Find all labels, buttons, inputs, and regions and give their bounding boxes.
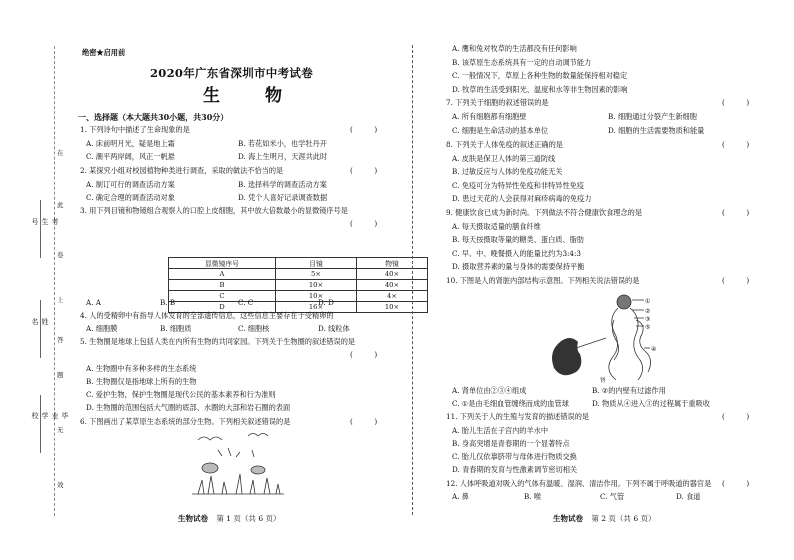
table-cell: 10×	[357, 302, 428, 313]
answer-paren: ( )	[722, 140, 750, 149]
option: A. 胎儿生活在子宫内的羊水中	[452, 426, 549, 435]
arrow-lines	[218, 448, 254, 457]
school-line	[40, 395, 41, 453]
option: B. 该草原生态系统具有一定的自动调节能力	[452, 58, 592, 67]
option: B. 过敏反应与人体的免疫功能无关	[452, 167, 563, 176]
answer-paren: ( )	[722, 276, 750, 285]
question-stem: 7. 下列关于细胞的叙述错误的是	[446, 98, 549, 107]
answer-paren: ( )	[722, 98, 750, 107]
footer-subject: 生物试卷	[553, 514, 583, 523]
table-cell: 10×	[276, 280, 357, 291]
question-stem: 9. 健康饮食已成为新时尚。下列做法不符合健康饮食理念的是	[446, 208, 643, 217]
option: B. 身高突增是青春期的一个显著特点	[452, 439, 570, 448]
kidney-caption: 肾	[600, 378, 606, 384]
table-row	[169, 280, 428, 291]
glomerulus-figure	[617, 295, 631, 309]
mouse-figure	[251, 466, 265, 474]
grassland-ecosystem-figure	[188, 428, 288, 500]
option: D. D	[318, 298, 334, 307]
binding-char: 题	[57, 371, 64, 379]
kidney-diagram	[540, 290, 670, 385]
question-stem: 6. 下图画出了某草原生态系统的部分生物。下列相关叙述错误的是	[80, 417, 291, 426]
question-stem: 2. 某探究小组对校园植物种类进行调查，采取的做法不恰当的是	[80, 166, 284, 175]
pointer-line	[576, 338, 606, 348]
microscope-table	[168, 257, 428, 313]
table-cell: 4×	[357, 291, 428, 302]
option: B. 细胞通过分裂产生新细胞	[608, 112, 697, 121]
name-label: 姓名	[31, 318, 49, 325]
option: D. 青春期的发育与性激素调节密切相关	[452, 465, 578, 474]
binding-line	[54, 46, 55, 516]
option: B. 细胞质	[160, 324, 192, 333]
option: D. 物质从④进入③的过程属于重吸收	[592, 399, 710, 408]
option: A. 制订可行的调查活动方案	[86, 180, 175, 189]
option: A. 细胞膜	[86, 324, 118, 333]
bird-figure	[248, 434, 268, 437]
option: A. 肾单位由②③④组成	[452, 386, 527, 395]
binding-char: 卷	[57, 251, 64, 259]
table-cell: B	[169, 280, 276, 291]
binding-char: 此	[57, 201, 64, 209]
binding-char: 效	[57, 481, 64, 489]
eagle-figure	[198, 437, 222, 440]
exam-no-line	[40, 200, 41, 258]
option: A. 每天摄取适量的膳食纤维	[452, 222, 541, 231]
option: C. 胎儿仅依靠脐带与母体进行物质交换	[452, 452, 577, 461]
subject-title: 生 物	[203, 86, 296, 106]
option: B. ②的内壁有过滤作用	[592, 386, 666, 395]
table-header-cell: 显微镜序号	[169, 258, 276, 269]
answer-paren: ( )	[350, 219, 378, 228]
section-heading: 一、选择题（本大题共30小题，共30分）	[78, 112, 229, 122]
rabbit-figure	[202, 463, 218, 473]
confidential-mark: 绝密★启用前	[82, 48, 126, 57]
option: D. 生物圈的范围包括大气圈的底部、水圈的大部和岩石圈的表面	[86, 403, 291, 412]
footer-page: 第 2 页（共 6 页）	[591, 514, 656, 523]
option: D. 细胞的生活需要物质和能量	[608, 126, 705, 135]
table-row	[169, 269, 428, 280]
name-line	[40, 300, 41, 358]
question-stem: 4. 人的受精卵中有指导人体发育的全部遗传信息，这些信息主要存在于受精卵的	[80, 311, 334, 320]
option: C. 细胞核	[238, 324, 270, 333]
question-stem: 3. 用下列目镜和物镜组合观察人的口腔上皮细胞，其中放大倍数最小的显微镜序号是	[80, 206, 348, 215]
option: C. 免疫可分为特异性免疫和非特异性免疫	[452, 181, 585, 190]
option: C. 早、中、晚餐摄入的能量比约为3:4:3	[452, 249, 582, 258]
table-cell: 40×	[357, 280, 428, 291]
option: C. 潮平两岸阔，风正一帆悬	[86, 152, 175, 161]
option: C. ①是由毛细血管缠绕而成的血管球	[452, 399, 569, 408]
table-cell: A	[169, 269, 276, 280]
option: B. 喉	[524, 492, 542, 501]
option: C. 气管	[600, 492, 625, 501]
option: D. 患过天花的人会获得对麻疹病毒的免疫力	[452, 194, 592, 203]
option: D. 牧草的生活受到阳光、温度和水等非生物因素的影响	[452, 85, 628, 94]
label-5: ⑤	[645, 324, 651, 331]
option: B. 若花如米小，也学牡丹开	[238, 139, 327, 148]
option: C. 爱护生物，保护生物圈是现代公民的基本素养和行为准则	[86, 390, 276, 399]
binding-char: 答	[57, 336, 64, 344]
option: A. 所有细胞都有细胞壁	[452, 112, 527, 121]
school-label: 毕业学校	[31, 412, 69, 419]
table-cell: 10×	[276, 291, 357, 302]
option: A. 鹰和兔对牧草的生活都没有任何影响	[452, 44, 577, 53]
table-cell: D	[169, 302, 276, 313]
table-cell: 5×	[276, 269, 357, 280]
option: B. B	[160, 298, 176, 307]
label-4: ④	[651, 346, 657, 353]
capillary-figure	[612, 320, 618, 360]
option: D. 摄取营养素的量与身体的需要保持平衡	[452, 262, 585, 271]
option: D. 海上生明月，天涯共此时	[238, 152, 328, 161]
answer-paren: ( )	[350, 417, 378, 426]
kidney-shape	[552, 338, 581, 375]
answer-paren: ( )	[722, 208, 750, 217]
option: A. 鼻	[452, 492, 469, 501]
table-header-cell: 物镜	[357, 258, 428, 269]
option: C. C	[238, 298, 254, 307]
page-divider	[412, 45, 413, 515]
option: A. 生物圈中有多种多样的生态系统	[86, 364, 197, 373]
exam-no-label: 考生号	[31, 218, 59, 225]
label-1: ①	[645, 298, 651, 305]
option: B. 每天按摄取等量的糖类、蛋白质、脂肪	[452, 235, 585, 244]
label-2: ②	[645, 308, 651, 315]
question-stem: 5. 生物圈是地球上包括人类在内所有生物的共同家园。下列关于生物圈的叙述错误的是	[80, 337, 356, 346]
table-cell: 40×	[357, 269, 428, 280]
table-header-row	[169, 258, 428, 269]
option: B. 生物圈仅是指地球上所有的生物	[86, 377, 197, 386]
tubule-figure	[630, 308, 643, 380]
tubule-figure	[609, 308, 618, 380]
footer-right	[553, 513, 655, 524]
option: A. 皮肤是保卫人体的第三道防线	[452, 154, 556, 163]
exam-title: 2020年广东省深圳市中考试卷	[150, 66, 314, 80]
question-stem: 10. 下图是人的肾脏内部结构示意图。下列相关说法错误的是	[446, 276, 640, 285]
option: B. 选择科学的调查活动方案	[238, 180, 327, 189]
option: A. A	[86, 298, 101, 307]
footer-subject: 生物试卷	[178, 514, 208, 523]
table-cell: C	[169, 291, 276, 302]
question-stem: 8. 下列关于人体免疫的叙述正确的是	[446, 140, 563, 149]
table-cell: 16×	[276, 302, 357, 313]
option: D. 食道	[676, 492, 701, 501]
label-3: ③	[645, 316, 651, 323]
option: C. 确定合理的调查活动对象	[86, 193, 175, 202]
binding-char: 无	[57, 426, 64, 434]
option: D. 凭个人喜好记录调查数据	[238, 193, 328, 202]
option: C. 一般情况下，草原上各种生物的数量能保持相对稳定	[452, 71, 628, 80]
answer-paren: ( )	[722, 412, 750, 421]
option: C. 细胞是生命活动的基本单位	[452, 126, 549, 135]
question-stem: 1. 下列诗句中描述了生命现象的是	[80, 125, 190, 134]
grass-figure	[198, 474, 280, 494]
answer-paren: ( )	[350, 350, 378, 359]
answer-paren: ( )	[350, 125, 378, 134]
option: A. 床前明月光，疑是地上霜	[86, 139, 175, 148]
table-header-cell: 目镜	[276, 258, 357, 269]
table-row	[169, 291, 428, 302]
answer-paren: ( )	[350, 166, 378, 175]
question-stem: 12. 人体呼吸道对吸入的气体有温暖、湿润、清洁作用。下列不属于呼吸道的器官是	[446, 479, 712, 488]
question-stem: 11. 下列关于人的生殖与发育的描述错误的是	[446, 412, 590, 421]
footer-page: 第 1 页（共 6 页）	[216, 514, 281, 523]
binding-char: 在	[57, 149, 64, 157]
answer-paren: ( )	[722, 479, 750, 488]
footer-left	[178, 513, 280, 524]
binding-char: 上	[57, 296, 64, 304]
option: D. 线粒体	[318, 324, 350, 333]
